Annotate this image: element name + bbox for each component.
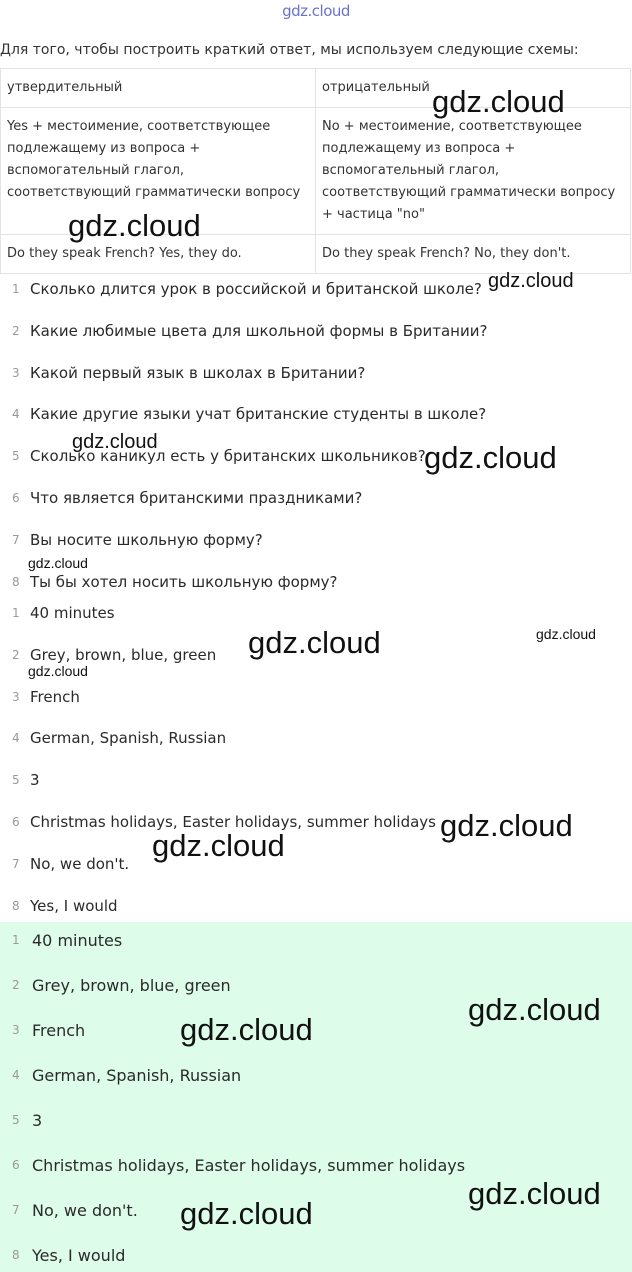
item-number: 7 [12, 856, 20, 871]
watermark: gdz.cloud [536, 626, 596, 642]
item-number: 2 [12, 323, 20, 338]
list-item [0, 726, 632, 750]
item-text: Grey, brown, blue, green [30, 645, 217, 664]
item-number: 7 [12, 1203, 20, 1217]
item-text: Какой первый язык в школах в Британии? [30, 363, 366, 382]
rule-negative: No + местоимение, соответствующее подлежащему из вопроса + вспомогательный глагол, соответствующий грамматически вопросу + частица "no" [316, 108, 631, 235]
item-number: 4 [12, 1068, 20, 1082]
list-item [0, 1108, 632, 1132]
list-item [0, 685, 632, 709]
item-text: 40 minutes [30, 604, 115, 622]
item-number: 2 [12, 647, 20, 662]
item-number: 1 [12, 606, 20, 620]
item-text: French [30, 687, 80, 706]
item-number: 6 [12, 491, 20, 505]
item-number: 3 [12, 1023, 20, 1037]
item-number: 6 [12, 815, 20, 829]
item-number: 5 [12, 449, 20, 464]
item-number: 3 [12, 689, 20, 704]
list-item [0, 894, 632, 918]
item-number: 8 [12, 574, 20, 589]
item-number: 1 [12, 282, 20, 296]
intro-text: Для того, чтобы построить краткий ответ, мы используем следующие схемы: [0, 42, 579, 58]
item-text: 3 [32, 1110, 43, 1130]
item-text: Какие любимые цвета для школьной формы в Британии? [30, 321, 488, 340]
item-text: No, we don't. [32, 1200, 138, 1220]
list-item [0, 1243, 632, 1267]
item-text: Ты бы хотел носить школьную форму? [30, 572, 338, 591]
item-text: Сколько каникул есть у британских школьников? [30, 447, 426, 466]
watermark: gdz.cloud [28, 663, 88, 679]
list-item [0, 768, 632, 792]
list-item [0, 486, 632, 510]
item-number: 4 [12, 731, 20, 746]
watermark: gdz.cloud [488, 270, 574, 292]
header-affirmative: утвердительный [1, 69, 316, 108]
watermark: gdz.cloud [180, 1012, 313, 1047]
highlighted-answers-panel [0, 922, 632, 1272]
list-item [0, 570, 632, 594]
item-text: Christmas holidays, Easter holidays, summer holidays [30, 813, 436, 831]
site-logo[interactable]: gdz.cloud [282, 2, 350, 20]
item-text: German, Spanish, Russian [30, 729, 227, 748]
list-item [0, 361, 632, 385]
item-number: 5 [12, 1113, 20, 1127]
watermark: gdz.cloud [68, 208, 201, 243]
watermark: gdz.cloud [180, 1196, 313, 1231]
item-number: 7 [12, 532, 20, 547]
item-text: Что является британскими праздниками? [30, 489, 363, 507]
list-item [0, 402, 632, 426]
rule-affirmative: Yes + местоимение, соответствующее подлежащему из вопроса + вспомогательный глагол, соответствующий грамматически вопросу [1, 108, 316, 235]
item-text: Yes, I would [32, 1245, 126, 1265]
example-affirmative: Do they speak French? Yes, they do. [1, 235, 316, 274]
item-text: Christmas holidays, Easter holidays, summer holidays [32, 1155, 466, 1175]
list-item [0, 528, 632, 552]
watermark: gdz.cloud [152, 828, 285, 863]
watermark: gdz.cloud [28, 555, 88, 571]
list-item [0, 852, 632, 876]
watermark: gdz.cloud [468, 1176, 601, 1211]
example-negative: Do they speak French? No, they don't. [316, 235, 631, 274]
item-text: French [32, 1020, 86, 1040]
item-text: Вы носите школьную форму? [30, 530, 263, 549]
list-item [0, 928, 632, 952]
watermark: gdz.cloud [468, 992, 601, 1027]
item-number: 6 [12, 1158, 20, 1172]
list-item [0, 1153, 632, 1177]
watermark: gdz.cloud [72, 431, 158, 453]
watermark: gdz.cloud [424, 440, 557, 475]
watermark: gdz.cloud [440, 808, 573, 843]
watermark: gdz.cloud [248, 625, 381, 660]
item-number: 3 [12, 365, 20, 380]
item-text: Grey, brown, blue, green [32, 975, 231, 995]
item-text: Какие другие языки учат британские студенты в школе? [30, 405, 487, 424]
watermark: gdz.cloud [432, 84, 565, 119]
item-text: Сколько длится урок в российской и британской школе? [30, 280, 482, 298]
item-number: 8 [12, 898, 20, 913]
item-number: 2 [12, 978, 20, 992]
item-number: 8 [12, 1248, 20, 1262]
list-item [0, 601, 632, 625]
item-number: 5 [12, 773, 20, 788]
list-item [0, 1063, 632, 1087]
item-number: 1 [12, 933, 20, 947]
item-text: German, Spanish, Russian [32, 1065, 242, 1085]
list-item [0, 319, 632, 343]
item-text: Yes, I would [30, 896, 118, 915]
item-number: 4 [12, 407, 20, 422]
header-negative: отрицательный [316, 69, 631, 108]
item-text: No, we don't. [30, 854, 130, 873]
item-text: 3 [30, 771, 40, 790]
item-text: 40 minutes [32, 930, 123, 950]
